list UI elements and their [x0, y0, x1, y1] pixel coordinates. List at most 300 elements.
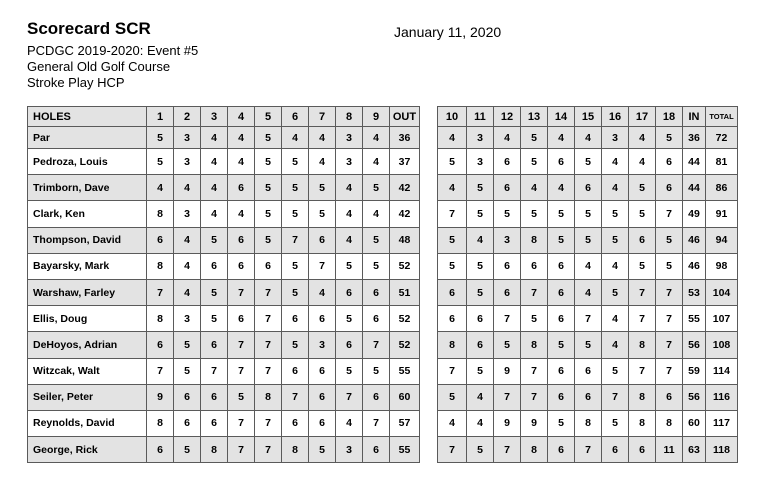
player-row [28, 384, 420, 410]
player-name: DeHoyos, Adrian [28, 332, 147, 358]
scorecard-title: Scorecard SCR [27, 19, 151, 38]
score-cell: 86 [706, 175, 738, 201]
score-cell: 53 [683, 279, 706, 305]
score-cell: 5 [575, 201, 602, 227]
player-row [438, 149, 738, 175]
player-name: Thompson, David [28, 227, 147, 253]
score-cell: 7 [575, 306, 602, 332]
score-cell: 7 [629, 279, 656, 305]
score-cell: 5 [602, 279, 629, 305]
score-cell: 5 [467, 279, 494, 305]
player-row [28, 410, 420, 436]
score-cell: 5 [255, 227, 282, 253]
score-cell: 6 [147, 332, 174, 358]
score-cell: 5 [494, 201, 521, 227]
score-cell: 6 [363, 437, 390, 463]
score-cell: 7 [228, 410, 255, 436]
player-row [28, 253, 420, 279]
score-cell: 55 [683, 306, 706, 332]
score-cell: 4 [629, 149, 656, 175]
par-label: Par [28, 127, 147, 149]
score-cell: 5 [548, 201, 575, 227]
score-cell: 6 [575, 384, 602, 410]
score-cell: 6 [548, 437, 575, 463]
score-cell: 5 [521, 201, 548, 227]
score-cell: 5 [602, 358, 629, 384]
front-header-row [28, 107, 420, 127]
score-cell: 104 [706, 279, 738, 305]
score-cell: 5 [336, 306, 363, 332]
score-cell: 4 [174, 227, 201, 253]
score-cell: 4 [336, 175, 363, 201]
score-cell: 6 [228, 253, 255, 279]
score-cell: 6 [575, 358, 602, 384]
score-cell: 42 [390, 175, 420, 201]
score-cell: 6 [494, 253, 521, 279]
column-header: 2 [174, 107, 201, 127]
score-cell: 5 [309, 175, 336, 201]
score-cell: 6 [602, 437, 629, 463]
score-cell: 8 [521, 332, 548, 358]
par-value: 4 [494, 127, 521, 149]
score-cell: 8 [629, 332, 656, 358]
column-header: OUT [390, 107, 420, 127]
column-header: 16 [602, 107, 629, 127]
score-cell: 4 [602, 149, 629, 175]
score-cell: 6 [147, 227, 174, 253]
score-cell: 8 [201, 437, 228, 463]
score-cell: 8 [255, 384, 282, 410]
score-cell: 5 [363, 358, 390, 384]
score-cell: 8 [282, 437, 309, 463]
score-cell: 5 [602, 201, 629, 227]
score-cell: 4 [336, 227, 363, 253]
score-cell: 5 [174, 437, 201, 463]
par-value: 4 [575, 127, 602, 149]
player-row [28, 437, 420, 463]
score-cell: 55 [390, 437, 420, 463]
score-cell: 5 [629, 201, 656, 227]
score-cell: 5 [629, 253, 656, 279]
player-row [438, 227, 738, 253]
par-value: 4 [309, 127, 336, 149]
player-name: Seiler, Peter [28, 384, 147, 410]
score-cell: 7 [629, 306, 656, 332]
score-cell: 4 [147, 175, 174, 201]
player-row [438, 201, 738, 227]
score-cell: 6 [228, 175, 255, 201]
score-cell: 7 [602, 384, 629, 410]
par-value: 4 [438, 127, 467, 149]
score-cell: 46 [683, 253, 706, 279]
score-cell: 7 [363, 410, 390, 436]
score-cell: 3 [494, 227, 521, 253]
player-row [438, 332, 738, 358]
column-header: 17 [629, 107, 656, 127]
score-cell: 7 [255, 410, 282, 436]
score-cell: 5 [282, 175, 309, 201]
score-cell: 9 [147, 384, 174, 410]
score-cell: 8 [629, 410, 656, 436]
par-value: 4 [201, 127, 228, 149]
score-cell: 7 [228, 332, 255, 358]
score-cell: 7 [201, 358, 228, 384]
column-header: 6 [282, 107, 309, 127]
score-cell: 7 [228, 279, 255, 305]
score-cell: 5 [575, 227, 602, 253]
score-cell: 3 [174, 201, 201, 227]
score-cell: 6 [282, 410, 309, 436]
score-cell: 52 [390, 253, 420, 279]
score-cell: 6 [282, 306, 309, 332]
score-cell: 8 [521, 227, 548, 253]
score-cell: 8 [656, 410, 683, 436]
par-value: 4 [548, 127, 575, 149]
score-cell: 6 [548, 149, 575, 175]
score-cell: 5 [282, 253, 309, 279]
score-cell: 7 [656, 201, 683, 227]
score-cell: 4 [174, 253, 201, 279]
score-cell: 52 [390, 306, 420, 332]
score-cell: 6 [656, 149, 683, 175]
score-cell: 52 [390, 332, 420, 358]
score-cell: 4 [602, 332, 629, 358]
score-cell: 37 [390, 149, 420, 175]
score-cell: 56 [683, 384, 706, 410]
score-cell: 5 [467, 201, 494, 227]
score-cell: 5 [282, 332, 309, 358]
score-cell: 5 [438, 149, 467, 175]
score-cell: 6 [174, 384, 201, 410]
score-cell: 7 [255, 279, 282, 305]
score-cell: 8 [521, 437, 548, 463]
score-cell: 6 [363, 384, 390, 410]
column-header: 18 [656, 107, 683, 127]
player-row [438, 175, 738, 201]
score-cell: 4 [228, 149, 255, 175]
score-cell: 6 [467, 332, 494, 358]
score-cell: 42 [390, 201, 420, 227]
score-cell: 8 [147, 201, 174, 227]
column-header: 4 [228, 107, 255, 127]
column-header: 14 [548, 107, 575, 127]
score-cell: 5 [548, 227, 575, 253]
score-cell: 6 [282, 358, 309, 384]
player-name: Reynolds, David [28, 410, 147, 436]
score-cell: 4 [602, 175, 629, 201]
score-cell: 4 [575, 279, 602, 305]
par-value: 3 [602, 127, 629, 149]
score-cell: 5 [629, 175, 656, 201]
score-cell: 5 [174, 358, 201, 384]
score-cell: 5 [309, 437, 336, 463]
score-cell: 4 [575, 253, 602, 279]
player-name: Warshaw, Farley [28, 279, 147, 305]
player-row [438, 384, 738, 410]
player-row [438, 253, 738, 279]
score-cell: 117 [706, 410, 738, 436]
score-cell: 4 [201, 175, 228, 201]
score-cell: 44 [683, 175, 706, 201]
score-cell: 5 [201, 279, 228, 305]
score-cell: 5 [656, 253, 683, 279]
score-cell: 7 [521, 279, 548, 305]
score-cell: 5 [174, 332, 201, 358]
score-cell: 4 [602, 253, 629, 279]
score-cell: 7 [656, 358, 683, 384]
score-cell: 5 [575, 332, 602, 358]
score-cell: 7 [629, 358, 656, 384]
score-cell: 7 [494, 437, 521, 463]
score-cell: 91 [706, 201, 738, 227]
score-cell: 55 [390, 358, 420, 384]
score-cell: 4 [548, 175, 575, 201]
par-value: 3 [174, 127, 201, 149]
score-cell: 7 [438, 201, 467, 227]
player-row [28, 201, 420, 227]
score-cell: 6 [494, 149, 521, 175]
player-row [28, 332, 420, 358]
score-cell: 7 [147, 358, 174, 384]
player-name: Witzcak, Walt [28, 358, 147, 384]
score-cell: 6 [201, 384, 228, 410]
column-header: TOTAL [706, 107, 738, 127]
course-name: General Old Golf Course [27, 59, 171, 74]
score-cell: 5 [336, 253, 363, 279]
score-cell: 5 [363, 175, 390, 201]
score-cell: 7 [282, 227, 309, 253]
score-cell: 6 [494, 175, 521, 201]
player-name: George, Rick [28, 437, 147, 463]
score-cell: 6 [629, 227, 656, 253]
score-cell: 49 [683, 201, 706, 227]
score-cell: 4 [228, 201, 255, 227]
score-cell: 7 [494, 384, 521, 410]
par-value: 4 [629, 127, 656, 149]
par-value: 5 [255, 127, 282, 149]
score-cell: 6 [656, 384, 683, 410]
score-cell: 94 [706, 227, 738, 253]
player-name: Bayarsky, Mark [28, 253, 147, 279]
score-cell: 7 [656, 332, 683, 358]
score-cell: 7 [228, 358, 255, 384]
score-cell: 98 [706, 253, 738, 279]
score-cell: 6 [548, 306, 575, 332]
column-header: 12 [494, 107, 521, 127]
score-cell: 5 [467, 253, 494, 279]
score-cell: 6 [548, 384, 575, 410]
score-cell: 5 [228, 384, 255, 410]
score-cell: 6 [438, 279, 467, 305]
play-format: Stroke Play HCP [27, 75, 125, 90]
score-cell: 60 [390, 384, 420, 410]
score-cell: 7 [363, 332, 390, 358]
score-cell: 3 [467, 149, 494, 175]
par-value: 4 [363, 127, 390, 149]
score-cell: 57 [390, 410, 420, 436]
column-header: 15 [575, 107, 602, 127]
back-nine-table [437, 106, 738, 463]
score-cell: 5 [548, 332, 575, 358]
score-cell: 6 [494, 279, 521, 305]
score-cell: 63 [683, 437, 706, 463]
column-header: IN [683, 107, 706, 127]
score-cell: 6 [656, 175, 683, 201]
score-cell: 5 [282, 279, 309, 305]
player-row [28, 358, 420, 384]
front-nine-table [27, 106, 420, 463]
score-cell: 6 [201, 332, 228, 358]
score-cell: 6 [309, 384, 336, 410]
score-cell: 8 [438, 332, 467, 358]
score-cell: 6 [309, 306, 336, 332]
score-cell: 5 [438, 227, 467, 253]
player-row [28, 175, 420, 201]
score-cell: 4 [467, 227, 494, 253]
par-value: 4 [282, 127, 309, 149]
score-cell: 6 [575, 175, 602, 201]
score-cell: 60 [683, 410, 706, 436]
score-cell: 7 [147, 279, 174, 305]
score-cell: 5 [548, 410, 575, 436]
par-value: 5 [521, 127, 548, 149]
column-header: 11 [467, 107, 494, 127]
score-cell: 6 [521, 253, 548, 279]
score-cell: 6 [438, 306, 467, 332]
player-row [438, 358, 738, 384]
score-cell: 6 [336, 332, 363, 358]
column-header: 7 [309, 107, 336, 127]
score-cell: 6 [228, 306, 255, 332]
column-header: 10 [438, 107, 467, 127]
score-cell: 44 [683, 149, 706, 175]
score-cell: 11 [656, 437, 683, 463]
score-cell: 8 [575, 410, 602, 436]
event-name: PCDGC 2019-2020: Event #5 [27, 43, 199, 58]
score-cell: 5 [255, 149, 282, 175]
score-cell: 5 [363, 227, 390, 253]
score-cell: 5 [309, 201, 336, 227]
column-header: 3 [201, 107, 228, 127]
par-value: 3 [467, 127, 494, 149]
score-cell: 7 [255, 332, 282, 358]
score-cell: 8 [147, 253, 174, 279]
column-header: HOLES [28, 107, 147, 127]
score-cell: 5 [255, 201, 282, 227]
score-cell: 9 [494, 358, 521, 384]
score-cell: 118 [706, 437, 738, 463]
player-name: Trimborn, Dave [28, 175, 147, 201]
score-cell: 108 [706, 332, 738, 358]
score-cell: 7 [255, 306, 282, 332]
score-cell: 7 [521, 358, 548, 384]
player-name: Ellis, Doug [28, 306, 147, 332]
score-cell: 116 [706, 384, 738, 410]
score-cell: 5 [467, 358, 494, 384]
score-cell: 5 [282, 149, 309, 175]
player-row [438, 306, 738, 332]
par-value: 5 [147, 127, 174, 149]
score-cell: 5 [521, 306, 548, 332]
score-cell: 6 [548, 279, 575, 305]
score-cell: 4 [336, 201, 363, 227]
score-cell: 7 [575, 437, 602, 463]
score-cell: 8 [147, 410, 174, 436]
score-cell: 5 [201, 227, 228, 253]
score-cell: 6 [548, 358, 575, 384]
score-cell: 4 [521, 175, 548, 201]
score-cell: 7 [309, 253, 336, 279]
player-row [28, 227, 420, 253]
par-value: 3 [336, 127, 363, 149]
back-header-row [438, 107, 738, 127]
score-cell: 8 [147, 306, 174, 332]
score-cell: 7 [438, 437, 467, 463]
score-cell: 3 [174, 149, 201, 175]
score-cell: 7 [656, 306, 683, 332]
par-value: 5 [656, 127, 683, 149]
score-cell: 4 [363, 201, 390, 227]
score-cell: 4 [174, 175, 201, 201]
score-cell: 4 [438, 410, 467, 436]
score-cell: 5 [336, 358, 363, 384]
score-cell: 6 [147, 437, 174, 463]
par-value: 36 [683, 127, 706, 149]
score-cell: 4 [201, 201, 228, 227]
score-cell: 56 [683, 332, 706, 358]
player-row [438, 410, 738, 436]
score-cell: 6 [201, 253, 228, 279]
column-header: 5 [255, 107, 282, 127]
score-cell: 3 [336, 149, 363, 175]
par-row [28, 127, 420, 149]
column-header: 9 [363, 107, 390, 127]
score-cell: 7 [282, 384, 309, 410]
score-cell: 7 [494, 306, 521, 332]
score-cell: 46 [683, 227, 706, 253]
score-cell: 5 [602, 227, 629, 253]
score-cell: 4 [336, 410, 363, 436]
par-value: 4 [228, 127, 255, 149]
player-name: Clark, Ken [28, 201, 147, 227]
score-cell: 5 [467, 437, 494, 463]
score-cell: 6 [548, 253, 575, 279]
score-cell: 3 [336, 437, 363, 463]
score-cell: 6 [309, 227, 336, 253]
score-cell: 4 [309, 279, 336, 305]
score-cell: 6 [336, 279, 363, 305]
score-cell: 6 [174, 410, 201, 436]
par-value: 72 [706, 127, 738, 149]
score-cell: 5 [438, 253, 467, 279]
score-cell: 107 [706, 306, 738, 332]
score-cell: 4 [467, 410, 494, 436]
score-cell: 6 [255, 253, 282, 279]
score-cell: 3 [309, 332, 336, 358]
score-cell: 7 [255, 358, 282, 384]
score-cell: 6 [309, 410, 336, 436]
score-cell: 6 [201, 410, 228, 436]
scorecard-date: January 11, 2020 [394, 24, 502, 40]
score-cell: 6 [467, 306, 494, 332]
score-cell: 7 [228, 437, 255, 463]
score-cell: 5 [575, 149, 602, 175]
score-cell: 8 [629, 384, 656, 410]
score-cell: 7 [521, 384, 548, 410]
score-cell: 5 [363, 253, 390, 279]
player-row [438, 279, 738, 305]
column-header: 1 [147, 107, 174, 127]
